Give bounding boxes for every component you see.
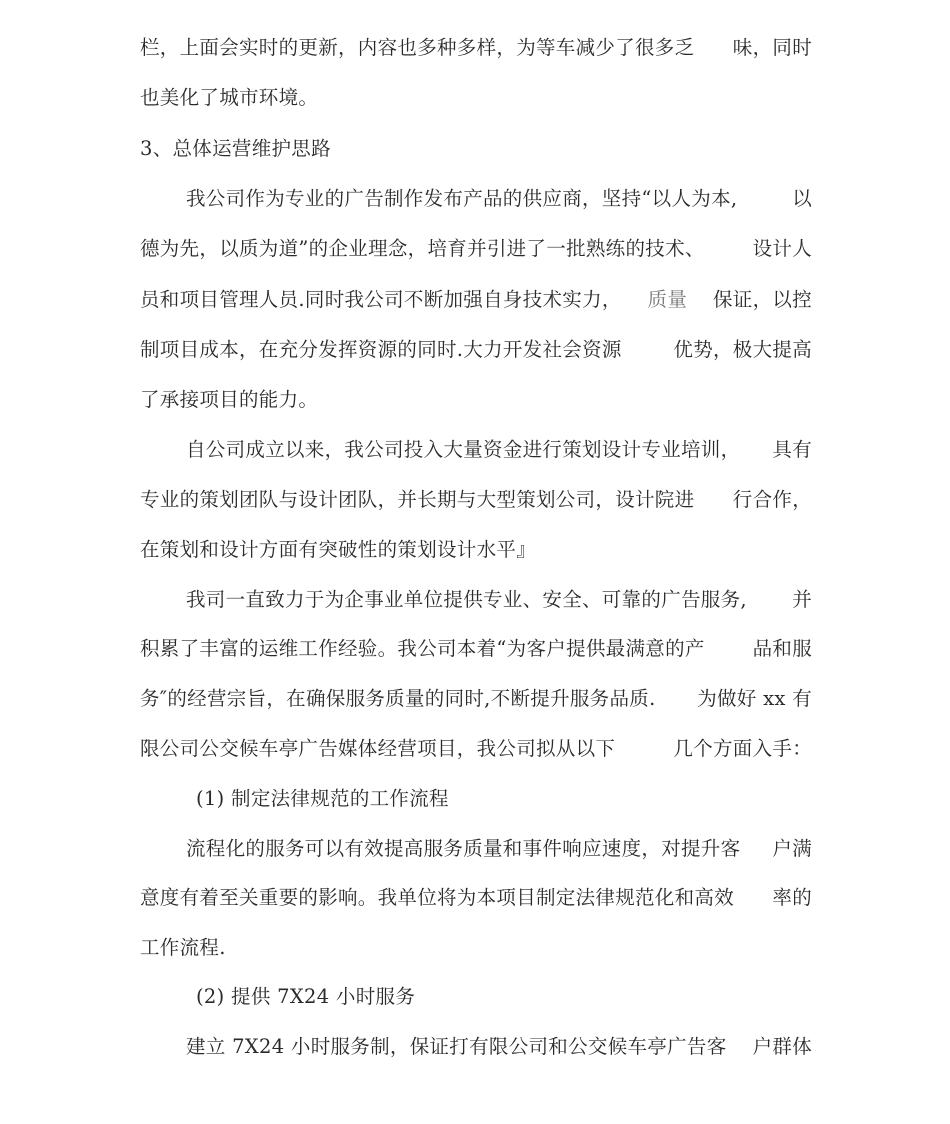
text-segment: 积累了丰富的运维工作经验。我公司本着“为客户提供最满意的产	[140, 637, 705, 660]
text-segment: 自公司成立以来，我公司投入大量资金进行策划设计专业培训，	[186, 438, 741, 461]
text-segment: 设计人	[752, 237, 812, 260]
text-line	[140, 487, 812, 513]
text-line: 工作流程.	[140, 936, 226, 959]
text-line	[140, 636, 812, 662]
text-line	[186, 437, 812, 463]
text-segment: 品和服	[752, 637, 812, 660]
text-segment: 限公司公交候车亭广告媒体经营项目，我公司拟从以下	[140, 737, 616, 760]
text-segment: 优势，极大提高	[673, 338, 812, 361]
text-segment: 务″的经营宗旨，在确保服务质量的同时,不断提升服务品质.	[140, 687, 656, 710]
text-segment: 我公司作为专业的广告制作发布产品的供应商，坚持“以人为本,	[186, 187, 738, 210]
text-segment: 味，同时	[732, 36, 812, 59]
text-line	[140, 885, 812, 911]
text-segment: 以	[792, 187, 812, 210]
text-segment: 户满	[772, 837, 812, 860]
text-line: 在策划和设计方面有突破性的策划设计水平』	[140, 538, 537, 561]
text-segment: 栏，上面会实时的更新，内容也多种多样，为等车减少了很多乏	[140, 36, 695, 59]
text-segment: 制项目成本，在充分发挥资源的同时.大力开发社会资源	[140, 338, 622, 361]
text-line	[186, 587, 812, 613]
text-segment: 意度有着至关重要的影响。我单位将为本项目制定法律规范化和高效	[140, 886, 735, 909]
text-segment: 建立 7X24 小时服务制，保证打有限公司和公交候车亭广告客	[186, 1035, 727, 1058]
text-line	[140, 236, 812, 262]
text-segment: 流程化的服务可以有效提高服务质量和事件响应速度，对提升客	[186, 837, 741, 860]
text-segment: 我司一直致力于为企事业单位提供专业、安全、可靠的广告服务,	[186, 588, 747, 611]
text-line	[140, 35, 812, 61]
text-line: 也美化了城市环境。	[140, 86, 319, 109]
text-line	[140, 287, 812, 313]
text-segment: 德为先，以质为道”的企业理念，培育并引进了一批熟练的技术、	[140, 237, 705, 260]
text-segment: 具有	[772, 438, 812, 461]
text-segment: 并	[792, 588, 812, 611]
text-line	[140, 337, 812, 363]
text-segment: 几个方面入手：	[673, 737, 812, 760]
text-segment: 专业的策划团队与设计团队，并长期与大型策划公司，设计院进	[140, 488, 695, 511]
text-segment: 户群体	[752, 1035, 812, 1058]
text-line: 了承接项目的能力。	[140, 388, 319, 411]
text-line	[186, 1034, 812, 1060]
text-line	[186, 836, 812, 862]
text-line	[186, 186, 812, 212]
text-line	[140, 686, 812, 712]
text-segment: 行合作，	[732, 488, 812, 511]
subsection-heading: (2) 提供 7X24 小时服务	[196, 985, 416, 1008]
text-line	[140, 736, 812, 762]
text-segment: 为做好 xx 有	[697, 687, 812, 710]
subsection-heading: (1) 制定法律规范的工作流程	[196, 787, 449, 810]
text-segment-muted: 质量	[647, 288, 688, 311]
section-heading: 3、总体运营维护思路	[140, 137, 331, 160]
text-segment: 员和项目管理人员.同时我公司不断加强自身技术实力，	[140, 288, 622, 311]
text-segment: 率的	[772, 886, 812, 909]
text-segment: 保证，以控	[712, 288, 812, 311]
